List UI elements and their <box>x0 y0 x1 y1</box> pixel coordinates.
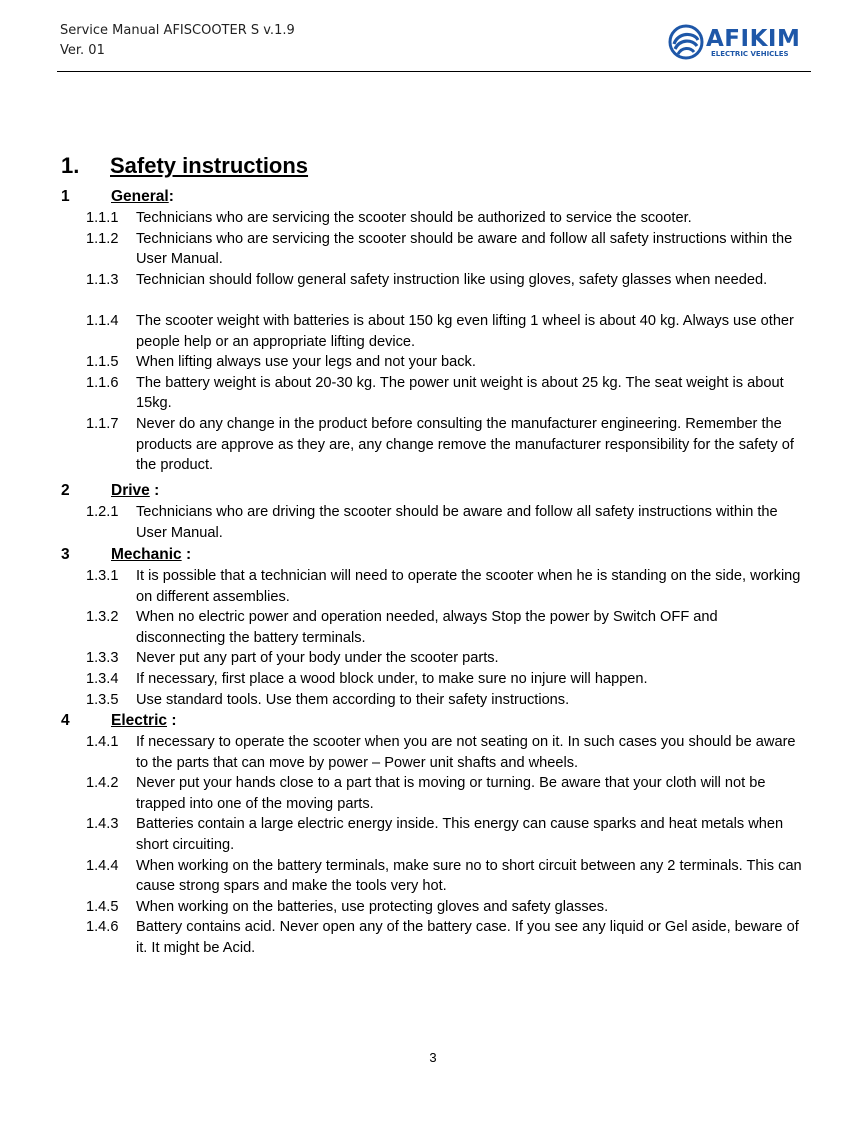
section-title-text: Drive <box>111 482 150 499</box>
instruction-number: 1.1.2 <box>86 230 119 247</box>
instruction-number: 1.1.7 <box>86 416 119 432</box>
logo-wordmark: AFIKIM <box>706 26 801 52</box>
section-title <box>111 187 174 207</box>
company-logo <box>668 24 801 64</box>
instruction-number: 1.1.1 <box>86 210 119 226</box>
instruction-text: If necessary to operate the scooter when you are not seating on it. In such cases you should be aware to the parts that can move by power – Power unit shafts and wheels. <box>136 734 796 771</box>
instruction-number: 1.3.3 <box>86 650 119 667</box>
instruction-number: 1.1.5 <box>86 354 119 371</box>
section-title <box>111 545 191 565</box>
instruction-number: 1.4.5 <box>86 898 119 915</box>
instruction-text: When working on the batteries, use protecting gloves and safety glasses. <box>136 898 609 915</box>
header-divider <box>57 71 811 72</box>
instruction-number: 1.3.1 <box>86 568 119 584</box>
instruction-number: 1.2.1 <box>86 504 119 520</box>
logo-tagline: ELECTRIC VEHICLES <box>711 50 789 58</box>
instruction-number: 1.4.2 <box>86 775 119 792</box>
instruction-text: When no electric power and operation needed, always Stop the power by Switch OFF and disconnecting the battery terminals. <box>136 609 718 646</box>
instruction-text: If necessary, first place a wood block under, to make sure no injure will happen. <box>136 671 648 687</box>
instruction-number: 1.1.3 <box>86 271 119 288</box>
section-title-text: General <box>111 188 169 205</box>
instruction-text: The battery weight is about 20-30 kg. The power unit weight is about 25 kg. The seat weight is about 15kg. <box>136 374 784 412</box>
instruction-number: 1.1.4 <box>86 313 119 329</box>
manual-title: Service Manual AFISCOOTER S v.1.9 <box>60 23 295 38</box>
instruction-number: 1.1.6 <box>86 374 119 391</box>
instruction-text: Technicians who are servicing the scooter should be aware and follow all safety instructions within the User Manual. <box>136 230 793 268</box>
section-title-suffix: : <box>168 188 174 205</box>
section-number: 4 <box>61 712 70 729</box>
instruction-text: It is possible that a technician will need to operate the scooter when he is standing on the side, working on different assemblies. <box>136 568 801 605</box>
instruction-text: Technicians who are servicing the scooter should be authorized to service the scooter. <box>136 210 692 226</box>
section-number: 3 <box>61 546 70 563</box>
instruction-text: Never put your hands close to a part that is moving or turning. Be aware that your cloth will not be trapped into one of the moving parts. <box>136 775 766 812</box>
section-title-text: Electric <box>111 712 168 729</box>
section-number: 2 <box>61 482 70 499</box>
section-title <box>111 481 159 501</box>
section-title-text: Mechanic <box>111 546 182 563</box>
instruction-number: 1.4.3 <box>86 816 119 833</box>
instruction-number: 1.3.2 <box>86 609 119 626</box>
instruction-text: Use standard tools. Use them according to their safety instructions. <box>136 691 570 708</box>
section-title-suffix: : <box>181 546 192 563</box>
page-header <box>60 21 295 61</box>
instruction-number: 1.4.6 <box>86 919 119 936</box>
instruction-number: 1.4.4 <box>86 857 119 874</box>
section-number: 1 <box>61 188 70 205</box>
section-title-suffix: : <box>149 482 160 499</box>
version-label: Ver. 01 <box>60 43 105 58</box>
instruction-number: 1.4.1 <box>86 734 119 750</box>
instruction-text: When lifting always use your legs and not your back. <box>136 354 476 371</box>
instruction-text: Never put any part of your body under the scooter parts. <box>136 650 499 667</box>
instruction-text: Batteries contain a large electric energy inside. This energy can cause sparks and heat metals when short circuiting. <box>136 816 784 853</box>
instruction-text: Technician should follow general safety instruction like using gloves, safety glasses when needed. <box>136 271 768 288</box>
instruction-number: 1.3.4 <box>86 671 119 687</box>
section-title-suffix: : <box>167 712 177 729</box>
section-title <box>111 711 176 731</box>
instruction-text: Technicians who are driving the scooter should be aware and follow all safety instructions within the User Manual. <box>136 504 778 541</box>
instruction-text: When working on the battery terminals, make sure no to short circuit between any 2 terminals. This can cause strong spars and make the tools very hot. <box>136 857 802 895</box>
afikim-swirl-icon <box>668 24 704 60</box>
page-number: 3 <box>429 1050 437 1065</box>
instruction-text: Battery contains acid. Never open any of the battery case. If you see any liquid or Gel aside, beware of it. It might be Acid. <box>136 919 799 956</box>
instruction-text: Never do any change in the product before consulting the manufacturer engineering. Remember the products are approve as they are, any change remove the manufacturer responsibility for the safety of the product. <box>136 416 794 474</box>
chapter-number: 1. <box>61 153 80 178</box>
instruction-number: 1.3.5 <box>86 691 119 708</box>
chapter-title: Safety instructions <box>110 153 309 178</box>
instruction-text: The scooter weight with batteries is about 150 kg even lifting 1 wheel is about 40 kg. Always use other people help or an appropriate lifting device. <box>136 313 794 350</box>
